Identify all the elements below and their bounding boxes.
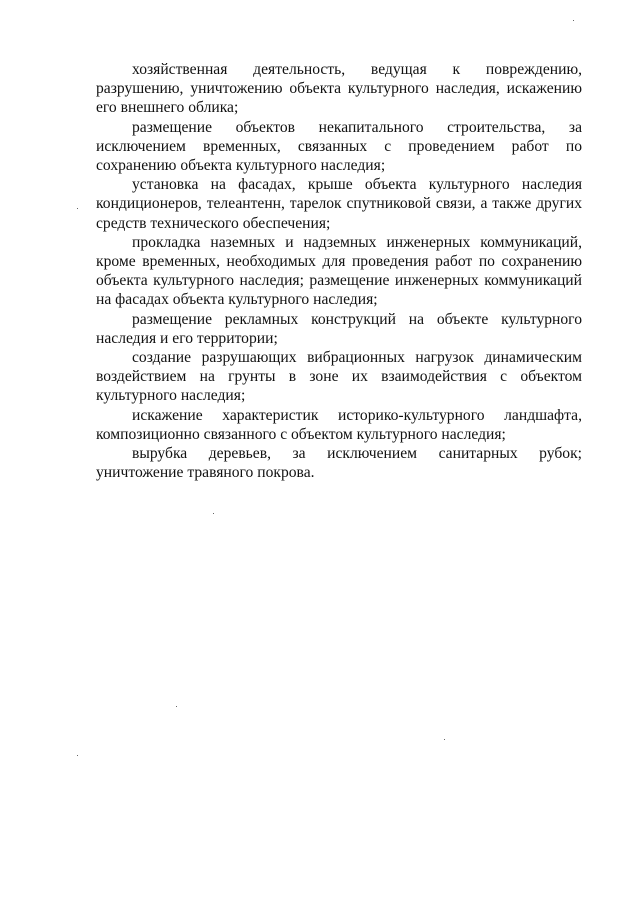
document-body xyxy=(96,60,582,482)
paragraph-economic-activity: хозяйственная деятельность, ведущая к повреждению, разрушению, уничтожению объекта культурного наследия, искажению его внешнего облика; xyxy=(96,61,582,117)
scan-speck xyxy=(213,513,214,514)
scan-speck xyxy=(77,755,78,756)
paragraph-advertising-structures: размещение рекламных конструкций на объекте культурного наследия и его территории; xyxy=(96,310,582,347)
scan-speck xyxy=(77,208,78,209)
paragraph-engineering-communications: прокладка наземных и надземных инженерных коммуникаций, кроме временных, необходимых для проведения работ по сохранению объекта культурного наследия; размещение инженерных коммуникаций на фасадах объекта культурного наследия; xyxy=(96,233,582,309)
paragraph-non-capital-construction: размещение объектов некапитального строительства, за исключением временных, связанных с проведением работ по сохранению объекта культурного наследия; xyxy=(96,118,582,175)
scan-speck xyxy=(573,20,574,21)
paragraph-vibration-loads: создание разрушающих вибрационных нагрузок динамическим воздействием на грунты в зоне их взаимодействия с объектом культурного наследия; xyxy=(96,349,582,405)
scan-speck xyxy=(444,739,445,740)
paragraph-landscape-distortion: искажение характеристик историко-культурного ландшафта, композиционно связанного с объектом культурного наследия; xyxy=(96,406,582,443)
paragraph-facade-equipment: установка на фасадах, крыше объекта культурного наследия кондиционеров, телеантенн, тарелок спутниковой связи, а также других средств технического обеспечения; xyxy=(96,176,582,232)
scan-speck xyxy=(176,706,177,707)
paragraph-tree-felling: вырубка деревьев, за исключением санитарных рубок; уничтожение травяного покрова. xyxy=(96,445,582,482)
